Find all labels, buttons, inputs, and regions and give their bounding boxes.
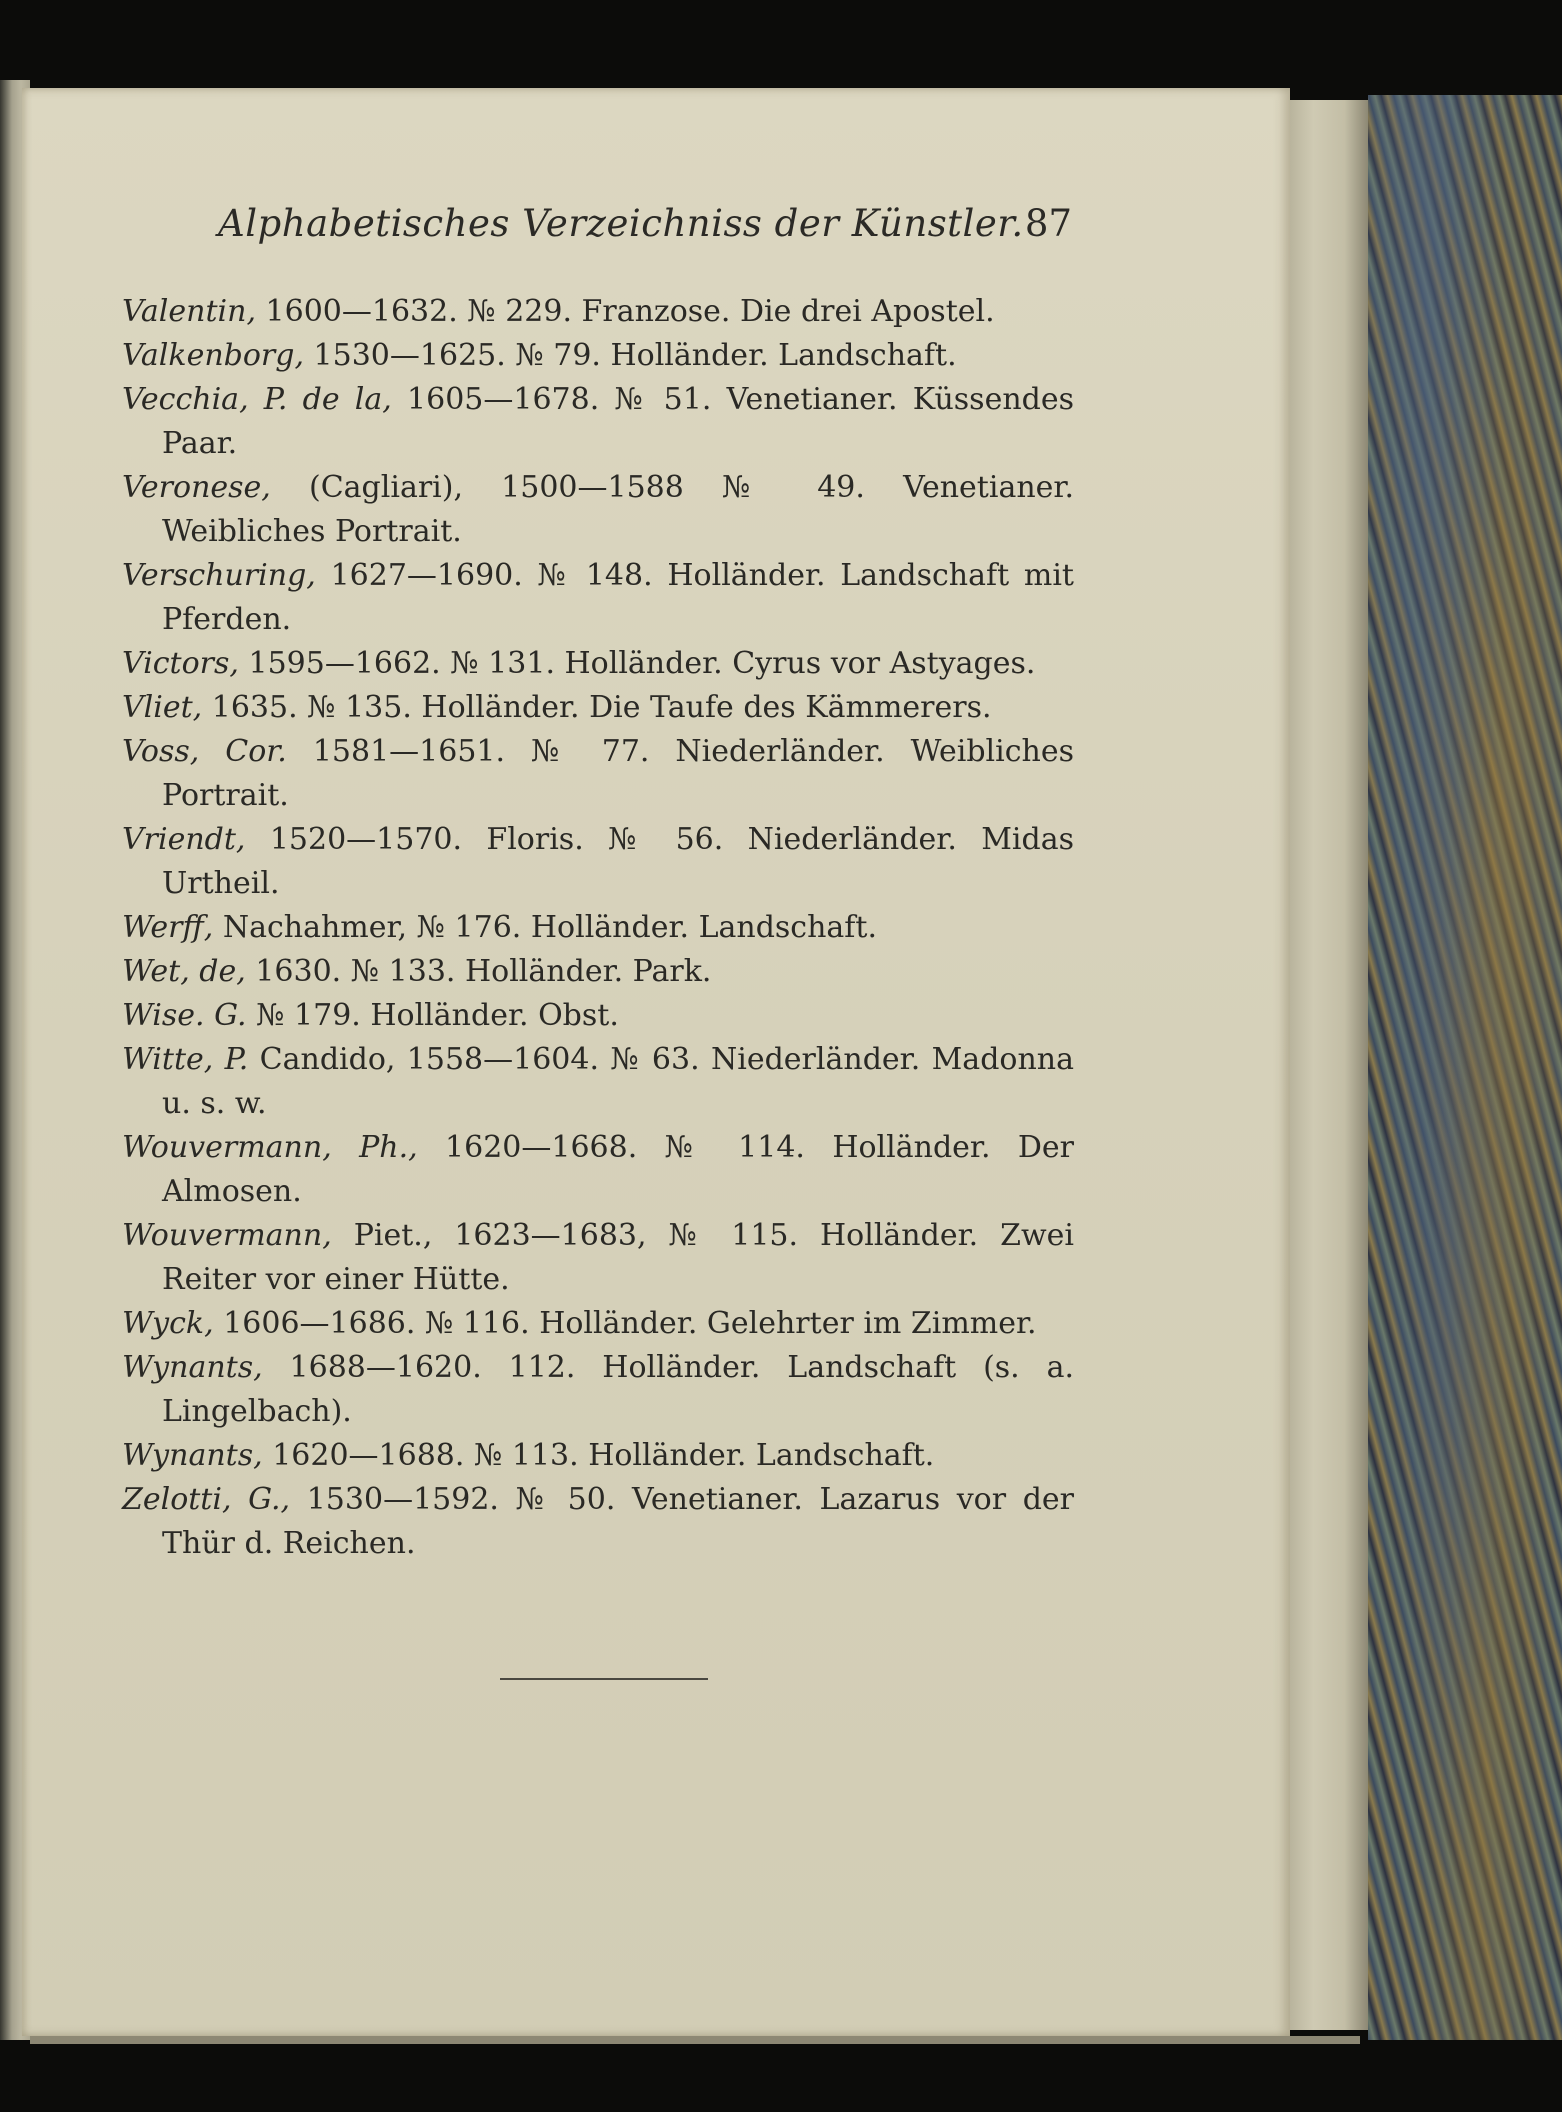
artist-name: Wouvermann, Ph.,	[122, 1130, 418, 1165]
entry-text: 1581—1651. № 77. Niederländer. Weibliches Portrait.	[162, 734, 1074, 813]
index-entry	[122, 1038, 1074, 1126]
page-bottom-edge	[30, 2036, 1360, 2044]
index-entry	[122, 378, 1074, 466]
artist-name: Wise. G.	[122, 998, 247, 1033]
header-title: Alphabetisches Verzeichniss der Künstler.	[218, 202, 1024, 245]
entry-text: 1620—1668. № 114. Holländer. Der Almosen.	[162, 1130, 1074, 1209]
entry-text: 1630. № 133. Holländer. Park.	[255, 954, 712, 989]
index-entry	[122, 466, 1074, 554]
artist-name: Verschuring,	[122, 558, 316, 593]
marbled-endpaper	[1368, 95, 1562, 2040]
index-entry	[122, 554, 1074, 642]
index-entry	[122, 1346, 1074, 1434]
artist-index-list	[122, 290, 1074, 1566]
artist-name: Werff,	[122, 910, 214, 945]
entry-text: 1600—1632. № 229. Franzose. Die drei Apostel.	[265, 294, 995, 329]
index-entry	[122, 1214, 1074, 1302]
entry-text: 1595—1662. № 131. Holländer. Cyrus vor Astyages.	[248, 646, 1036, 681]
artist-name: Voss, Cor.	[122, 734, 287, 769]
artist-name: Wyck,	[122, 1306, 214, 1341]
artist-name: Veronese,	[122, 470, 271, 505]
entry-text: Candido, 1558—1604. № 63. Niederländer. Madonna u. s. w.	[162, 1042, 1074, 1121]
page-number: 87	[1024, 202, 1072, 245]
artist-name: Wet, de,	[122, 954, 246, 989]
entry-text: 1520—1570. Floris. № 56. Niederländer. Midas Urtheil.	[162, 822, 1074, 901]
page-gutter-fold	[1290, 100, 1368, 2030]
artist-name: Valkenborg,	[122, 338, 304, 373]
artist-name: Wynants,	[122, 1350, 263, 1385]
entry-text: 1620—1688. № 113. Holländer. Landschaft.	[272, 1438, 935, 1473]
index-entry	[122, 686, 1074, 730]
index-entry	[122, 1302, 1074, 1346]
artist-name: Vliet,	[122, 690, 203, 725]
index-entry	[122, 818, 1074, 906]
index-entry	[122, 1434, 1074, 1478]
index-entry	[122, 906, 1074, 950]
running-header	[218, 202, 1072, 262]
entry-text: Nachahmer, № 176. Holländer. Landschaft.	[222, 910, 877, 945]
index-entry	[122, 1126, 1074, 1214]
entry-text: 1606—1686. № 116. Holländer. Gelehrter im Zimmer.	[223, 1306, 1037, 1341]
artist-name: Vriendt,	[122, 822, 246, 857]
artist-name: Witte, P.	[122, 1042, 249, 1077]
entry-text: 1605—1678. № 51. Venetianer. Küssendes Paar.	[162, 382, 1074, 461]
artist-name: Zelotti, G.,	[122, 1482, 291, 1517]
entry-text: 1635. № 135. Holländer. Die Taufe des Kämmerers.	[211, 690, 992, 725]
end-rule-divider	[500, 1678, 708, 1680]
artist-name: Valentin,	[122, 294, 256, 329]
entry-text: 1530—1592. № 50. Venetianer. Lazarus vor der Thür d. Reichen.	[162, 1482, 1074, 1561]
entry-text: 1688—1620. 112. Holländer. Landschaft (s. a. Lingelbach).	[162, 1350, 1074, 1429]
index-entry	[122, 994, 1074, 1038]
entry-text: № 179. Holländer. Obst.	[256, 998, 619, 1033]
index-entry	[122, 950, 1074, 994]
artist-name: Wynants,	[122, 1438, 263, 1473]
index-entry	[122, 642, 1074, 686]
entry-text: 1627—1690. № 148. Holländer. Landschaft mit Pferden.	[162, 558, 1074, 637]
entry-text: (Cagliari), 1500—1588 № 49. Venetianer. Weibliches Portrait.	[162, 470, 1074, 549]
artist-name: Victors,	[122, 646, 239, 681]
entry-text: Piet., 1623—1683, № 115. Holländer. Zwei Reiter vor einer Hütte.	[162, 1218, 1074, 1297]
index-entry	[122, 730, 1074, 818]
index-entry	[122, 290, 1074, 334]
entry-text: 1530—1625. № 79. Holländer. Landschaft.	[313, 338, 957, 373]
index-entry	[122, 334, 1074, 378]
artist-name: Wouvermann,	[122, 1218, 332, 1253]
artist-name: Vecchia, P. de la,	[122, 382, 392, 417]
index-entry	[122, 1478, 1074, 1566]
